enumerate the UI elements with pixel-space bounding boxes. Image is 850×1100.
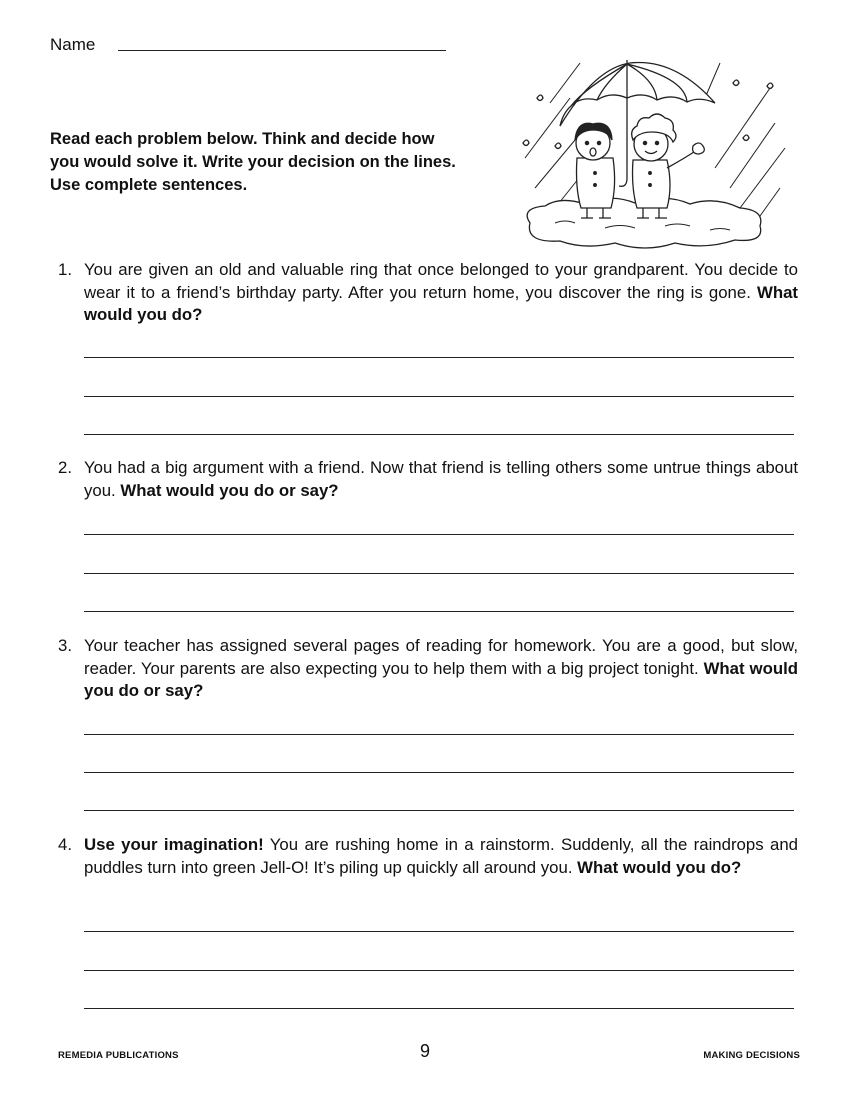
problem-question: What would you do? <box>577 857 742 877</box>
problem-lead: Use your imagination! <box>84 835 264 854</box>
footer-publisher: REMEDIA PUBLICATIONS <box>58 1050 179 1061</box>
problem-question: What would you do or say? <box>120 480 339 500</box>
problem-number: 1. <box>58 260 72 279</box>
problem-text <box>84 635 798 703</box>
problem-1 <box>58 259 798 327</box>
problem-2 <box>58 457 798 502</box>
problem-number: 3. <box>58 636 72 655</box>
problem-text <box>84 457 798 502</box>
answer-line[interactable] <box>84 396 794 397</box>
problem-3 <box>58 635 798 703</box>
problem-body: You are rushing home in a rainstorm. Suddenly, all the raindrops and puddles turn into green Jell-O! It’s piling up quickly all around you. <box>84 835 798 877</box>
problem-text <box>84 259 798 327</box>
answer-line[interactable] <box>84 573 794 574</box>
answer-line[interactable] <box>84 357 794 358</box>
problem-question: What would you do or say? <box>84 658 798 700</box>
answer-line[interactable] <box>84 734 794 735</box>
problem-text <box>84 834 798 879</box>
name-line[interactable] <box>118 50 446 51</box>
problem-4 <box>58 834 798 879</box>
problem-number: 4. <box>58 835 72 854</box>
name-label: Name <box>50 35 96 54</box>
answer-line[interactable] <box>84 534 794 535</box>
answer-line[interactable] <box>84 434 794 435</box>
answer-line[interactable] <box>84 1008 794 1009</box>
answer-line[interactable] <box>84 810 794 811</box>
footer-section: MAKING DECISIONS <box>703 1050 800 1061</box>
page-number: 9 <box>419 1041 430 1061</box>
answer-line[interactable] <box>84 772 794 773</box>
problem-body: You are given an old and valuable ring that once belonged to your grandparent. You decide to wear it to a friend’s birthday party. After you return home, you discover the ring is gone. <box>84 260 798 302</box>
answer-line[interactable] <box>84 931 794 932</box>
answer-line[interactable] <box>84 970 794 971</box>
two-kids-under-umbrella-in-rain-icon <box>515 58 790 253</box>
instructions: Read each problem below. Think and decide how you would solve it. Write your decision on the lines. Use complete sentences. <box>50 130 456 194</box>
answer-line[interactable] <box>84 611 794 612</box>
problem-body: Your teacher has assigned several pages of reading for homework. You are a good, but slow, reader. Your parents are also expecting you to help them with a big project tonight. <box>84 636 798 678</box>
problem-body: You had a big argument with a friend. Now that friend is telling others some untrue things about you. <box>84 458 798 500</box>
problem-question: What would you do? <box>84 282 799 324</box>
problem-number: 2. <box>58 458 72 477</box>
